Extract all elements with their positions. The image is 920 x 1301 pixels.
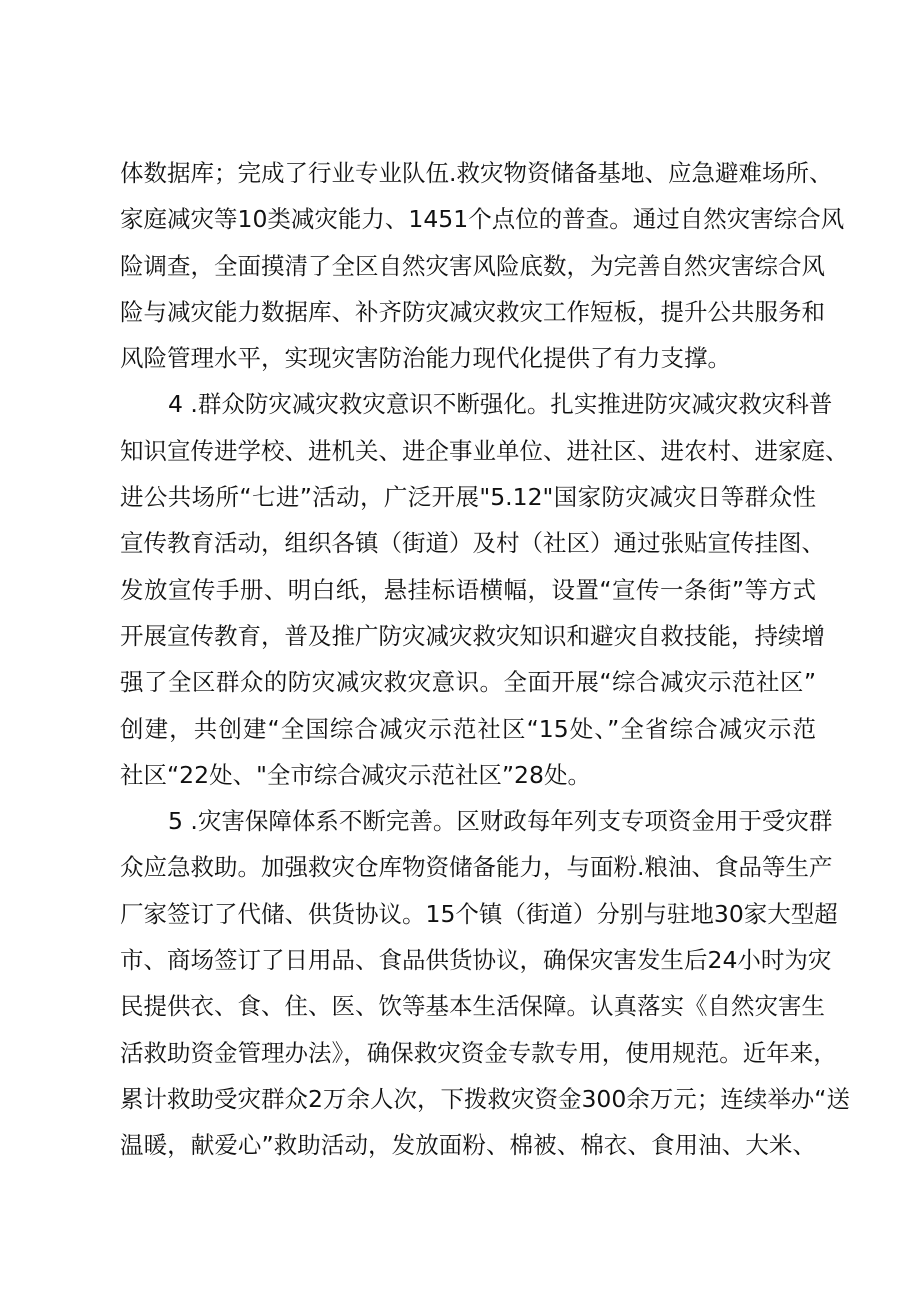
paragraph-2 <box>120 381 849 798</box>
text-line: 开展宣传教育，普及推广防灾减灾救灾知识和避灾自救技能，持续增 <box>120 621 825 650</box>
text-line: 创建，共创建“全国综合减灾示范社区“15处、”全省综合减灾示范 <box>120 714 816 743</box>
text-line: 强了全区群众的防灾减灾救灾意识。全面开展“综合减灾示范社区” <box>120 668 816 697</box>
paragraph-3 <box>120 798 850 1168</box>
text-line: 风险管理水平，实现灾害防治能力现代化提供了有力支撑。 <box>120 344 731 373</box>
text-line: 众应急救助。加强救灾仓库物资储备能力，与面粉.粮油、食品等生产 <box>120 853 833 882</box>
text-line: 社区“22处、"全市综合减灾示范社区”28处。 <box>120 760 591 789</box>
text-line: 累计救助受灾群众2万余人次，下拨救灾资金300余万元；连续举办“送 <box>120 1084 850 1113</box>
text-line: 宣传教育活动，组织各镇（街道）及村（社区）通过张贴宣传挂图、 <box>120 529 825 558</box>
text-line: 民提供衣、食、住、医、饮等基本生活保障。认真落实《自然灾害生 <box>120 992 825 1021</box>
paragraph-1 <box>120 150 845 381</box>
text-line: 4 .群众防灾减灾救灾意识不断强化。扎实推进防灾减灾救灾科普 <box>168 390 833 419</box>
text-line: 厂家签订了代储、供货协议。15个镇（街道）分别与驻地30家大型超 <box>120 899 838 928</box>
text-line: 市、商场签订了日用品、食品供货协议，确保灾害发生后24小时为灾 <box>120 946 832 975</box>
text-line: 知识宣传进学校、进机关、进企事业单位、进社区、进农村、进家庭、 <box>120 436 849 465</box>
text-line: 家庭减灾等10类减灾能力、1451个点位的普查。通过自然灾害综合风 <box>120 205 845 234</box>
text-line: 5 .灾害保障体系不断完善。区财政每年列支专项资金用于受灾群 <box>168 807 833 836</box>
text-line: 险与减灾能力数据库、补齐防灾减灾救灾工作短板，提升公共服务和 <box>120 297 825 326</box>
text-line: 活救助资金管理办法》，确保救灾资金专款专用，使用规范。近年来， <box>120 1038 837 1067</box>
text-line: 进公共场所“七进”活动，广泛开展"5.12"国家防灾减灾日等群众性 <box>120 483 816 512</box>
text-line: 险调查，全面摸清了全区自然灾害风险底数，为完善自然灾害综合风 <box>120 251 825 280</box>
document-body <box>120 150 850 1169</box>
text-line: 发放宣传手册、明白纸，悬挂标语横幅，设置“宣传一条街”等方式 <box>120 575 816 604</box>
text-line: 温暖，献爱心”救助活动，发放面粉、棉被、棉衣、食用油、大米、 <box>120 1131 816 1160</box>
text-line: 体数据库；完成了行业专业队伍.救灾物资储备基地、应急避难场所、 <box>120 159 833 187</box>
